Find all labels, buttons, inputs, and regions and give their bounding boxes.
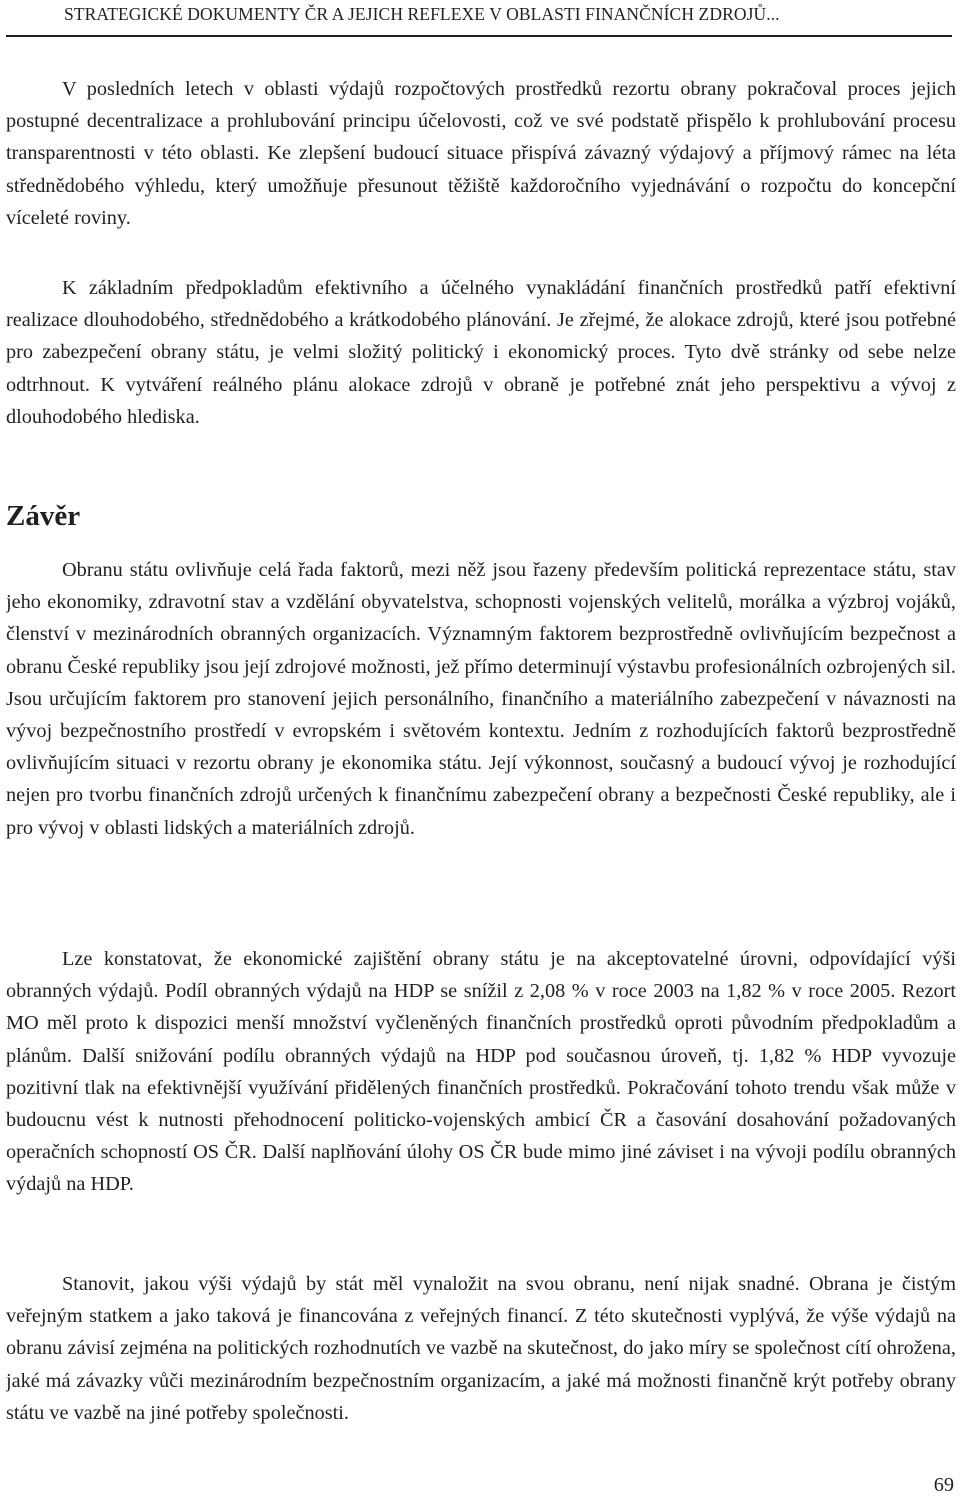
paragraph: Lze konstatovat, že ekonomické zajištění obrany státu je na akceptovatelné úrovni, odpovídající výši obranných výdajů. Podíl obranných výdajů na HDP se snížil z 2,08 % v roce 2003 na 1,82 % v roce 2005. Rezort MO měl proto k dispozici menší množství vyčleněných finančních prostředků oproti původním předpokladům a plánům. Další snižování podílu obranných výdajů na HDP pod současnou úroveň, tj. 1,82 % HDP vyvozuje pozitivní tlak na efektivnější využívání přidělených finančních prostředků. Pokračování tohoto trendu však může v budoucnu vést k nutnosti přehodnocení politicko-vojenských ambicí ČR a časování dosahování požadovaných operačních schopností OS ČR. Další naplňování úlohy OS ČR bude mimo jiné záviset i na vývoji podílu obranných výdajů na HDP.	[6, 948, 956, 1196]
paragraph: V posledních letech v oblasti výdajů rozpočtových prostředků rezortu obrany pokračoval proces jejich postupné decentralizace a prohlubování principu účelovosti, což ve své podstatě přispělo k prohlubování procesu transparentnosti v této oblasti. Ke zlepšení budoucí situace přispívá závazný výdajový a příjmový rámec na léta střednědobého výhledu, který umožňuje přesunout těžiště každoročního vyjednávání o rozpočtu do koncepční víceleté roviny.	[6, 78, 956, 229]
section-conclusion-body	[6, 554, 956, 1459]
paragraph: Stanovit, jakou výši výdajů by stát měl vynaložit na svou obranu, není nijak snadné. Obrana je čistým veřejným statkem a jako taková je financována z veřejných financí. Z této skutečnosti vyplývá, že výše výdajů na obranu závisí zejména na politických rozhodnutích ve vazbě na skutečnost, do jako míry se společnost cítí ohrožena, jaké má závazky vůči mezinárodním bezpečnostním organizacím, a jaké má možnosti finančně krýt potřeby obrany státu ve vazbě na jiné potřeby společnosti.	[6, 1273, 956, 1424]
paragraph: K základním předpokladům efektivního a účelného vynakládání finančních prostředků patří efektivní realizace dlouhodobého, střednědobého a krátkodobého plánování. Je zřejmé, že alokace zdrojů, které jsou potřebné pro zabezpečení obrany státu, je velmi složitý politický i ekonomický proces. Tyto dvě stránky od sebe nelze odtrhnout. K vytváření reálného plánu alokace zdrojů v obraně je potřebné znát jeho perspektivu a vývoj z dlouhodobého hlediska.	[6, 277, 956, 428]
header-rule	[6, 35, 952, 37]
paragraph: Obranu státu ovlivňuje celá řada faktorů, mezi něž jsou řazeny především politická reprezentace státu, stav jeho ekonomiky, zdravotní stav a vzdělání obyvatelstva, schopnosti vojenských velitelů, morálka a výzbroj vojáků, členství v mezinárodních obranných organizacích. Významným faktorem bezprostředně ovlivňujícím bezpečnost a obranu České republiky jsou její zdrojové možnosti, jež přímo determinují výstavbu profesionálních ozbrojených sil. Jsou určujícím faktorem pro stanovení jejich personálního, finančního a materiálního zabezpečení v návaznosti na vývoj bezpečnostního prostředí v evropském i světovém kontextu. Jedním z rozhodujících faktorů bezprostředně ovlivňujícím situaci v rezortu obrany je ekonomika státu. Její výkonnost, současný a budoucí vývoj je rozhodující nejen pro tvorbu finančních zdrojů určených k finančnímu zabezpečení obrany a bezpečnosti České republiky, ale i pro vývoj v oblasti lidských a materiálních zdrojů.	[6, 559, 956, 839]
page-number: 69	[933, 1474, 954, 1496]
section-intro-body	[6, 73, 956, 463]
running-header: STRATEGICKÉ DOKUMENTY ČR A JEJICH REFLEXE V OBLASTI FINANČNÍCH ZDROJŮ...	[64, 4, 780, 24]
section-heading: Závěr	[6, 500, 81, 532]
